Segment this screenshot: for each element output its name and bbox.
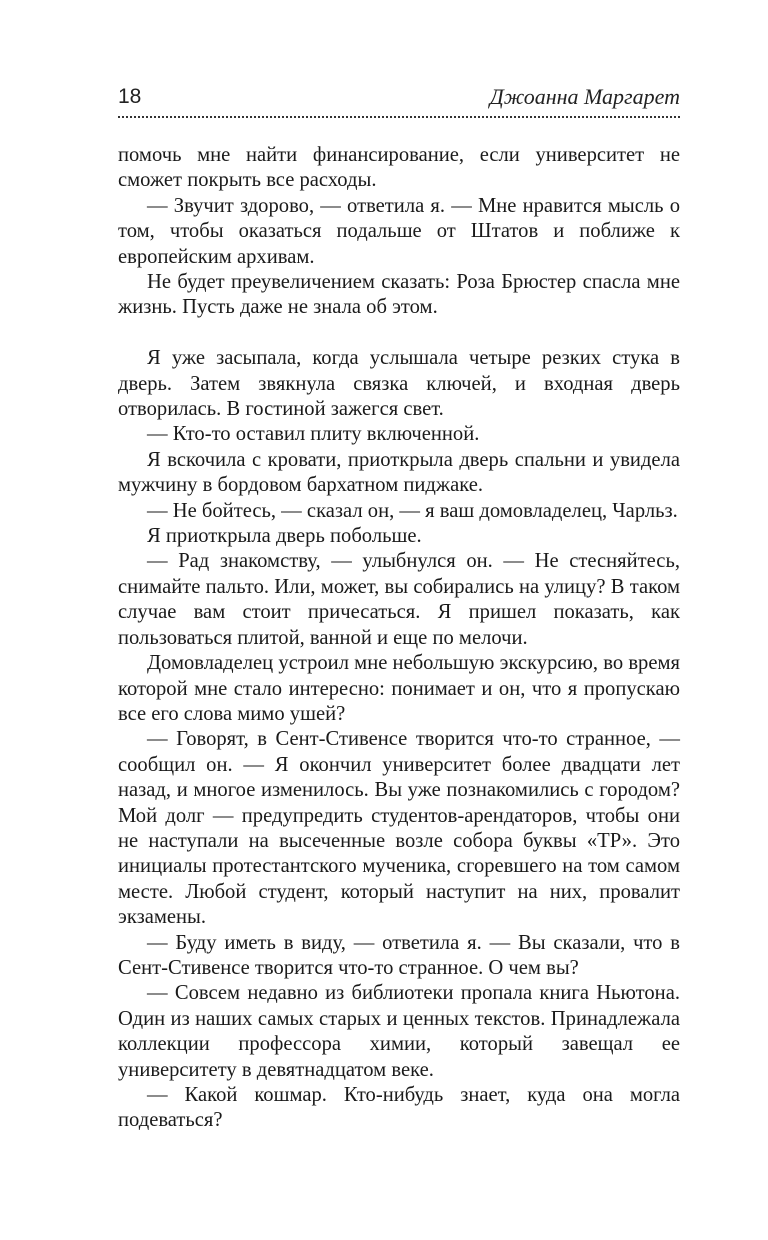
paragraph: — Не бойтесь, — сказал он, — я ваш домовладелец, Чарльз.	[147, 499, 678, 522]
paragraph: Я уже засыпала, когда услышала четыре резких стука в дверь. Затем звякнула связка ключей, и входная дверь отворилась. В гостиной зажегся свет.	[118, 347, 680, 421]
paragraph: — Совсем недавно из библиотеки пропала книга Ньютона. Один из наших самых старых и ценных текстов. Принадлежала коллекции профессора химии, который завещал ее университету в девятнадцатом веке.	[118, 982, 680, 1081]
page-header	[118, 82, 680, 116]
paragraph: — Кто-то оставил плиту включенной.	[147, 423, 480, 446]
paragraph: Я приоткрыла дверь побольше.	[147, 525, 422, 548]
paragraph: помочь мне найти финансирование, если университет не сможет покрыть все расходы.	[118, 144, 680, 192]
body-text	[118, 143, 680, 1134]
paragraph: — Звучит здорово, — ответила я. — Мне нравится мысль о том, чтобы оказаться подальше от Штатов и поближе к европейским архивам.	[118, 194, 680, 268]
page-number: 18	[118, 85, 142, 108]
paragraph: — Рад знакомству, — улыбнулся он. — Не стесняйтесь, снимайте пальто. Или, может, вы собирались на улицу? В таком случае вам стоит причесаться. Я пришел показать, как пользоваться плитой, ванной и еще по мелочи.	[118, 550, 680, 649]
paragraph: Домовладелец устроил мне небольшую экскурсию, во время которой мне стало интересно: понимает и он, что я пропускаю все его слова мимо ушей?	[118, 652, 680, 725]
paragraph: — Буду иметь в виду, — ответила я. — Вы сказали, что в Сент-Стивенсе творится что-то странное. О чем вы?	[118, 931, 680, 979]
running-head-author: Джоанна Маргарет	[489, 84, 680, 109]
paragraph: Я вскочила с кровати, приоткрыла дверь спальни и увидела мужчину в бордовом бархатном пиджаке.	[118, 448, 680, 497]
header-dotted-rule	[118, 116, 680, 118]
paragraph: — Какой кошмар. Кто-нибудь знает, куда она могла подеваться?	[118, 1084, 680, 1132]
paragraph: Не будет преувеличением сказать: Роза Брюстер спасла мне жизнь. Пусть даже не знала об этом.	[118, 271, 680, 319]
paragraph: — Говорят, в Сент-Стивенсе творится что-то странное, — сообщил он. — Я окончил университет более двадцати лет назад, и многое изменилось. Вы уже познакомились с городом? Мой долг — предупредить студентов-арендаторов, чтобы они не наступали на высеченные возле собора буквы «ТР». Это инициалы протестантского мученика, сгоревшего на том самом месте. Любой студент, который наступит на них, провалит экзамены.	[118, 728, 680, 929]
